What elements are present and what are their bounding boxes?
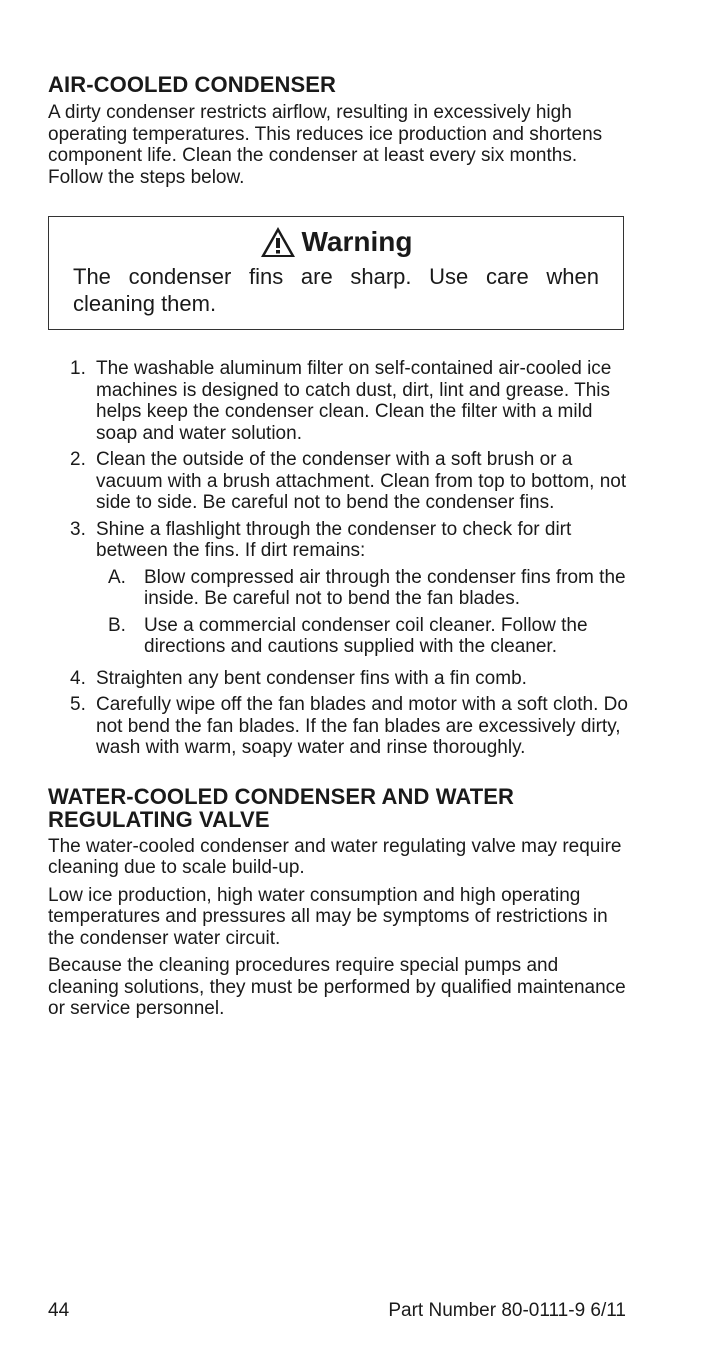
step-text: Straighten any bent condenser fins with a fin comb. (96, 667, 527, 689)
step-number: 3. (70, 518, 86, 540)
step-number: 2. (70, 449, 86, 470)
page-number: 44 (48, 1300, 70, 1321)
substep-text: Use a commercial condenser coil cleaner. Follow the directions and cautions supplied with the cleaner. (144, 614, 588, 657)
list-item (108, 615, 630, 658)
steps-list (70, 358, 630, 759)
list-item (70, 449, 630, 514)
substep-letter: A. (108, 566, 126, 588)
paragraph: Low ice production, high water consumption and high operating temperatures and pressures all may be symptoms of restrictions in the condenser water circuit. (48, 884, 608, 949)
document-page (48, 74, 630, 1026)
warning-title: Warning (301, 226, 413, 257)
page-footer (48, 1300, 626, 1322)
section-intro: A dirty condenser restricts airflow, resulting in excessively high operating temperatures. This reduces ice production and shortens component life. Clean the condenser at least every six months. Follow the steps below. (48, 102, 603, 188)
part-number: Part Number 80-0111-9 6/11 (388, 1300, 626, 1321)
section-heading-water-cooled: WATER-COOLED CONDENSER AND WATER REGULATING VALVE (48, 783, 515, 832)
warning-title-row (73, 225, 599, 259)
list-item (70, 358, 630, 444)
substep-text: Blow compressed air through the condenser fins from the inside. Be careful not to bend the fan blades. (144, 566, 626, 609)
list-item (70, 668, 630, 690)
list-item (108, 567, 630, 610)
step-text: Carefully wipe off the fan blades and motor with a soft cloth. Do not bend the fan blades. If the fan blades are excessively dirty, wash with warm, soapy water and rinse thoroughly. (96, 694, 628, 758)
warning-triangle-icon (260, 226, 296, 258)
paragraph: Because the cleaning procedures require special pumps and cleaning solutions, they must be performed by qualified maintenance or service personnel. (48, 955, 626, 1019)
list-item (70, 519, 630, 663)
substeps-list (108, 567, 630, 658)
step-text: Shine a flashlight through the condenser to check for dirt between the fins. If dirt remains: (96, 518, 572, 561)
step-text: Clean the outside of the condenser with a soft brush or a vacuum with a brush attachment. Clean from top to bottom, not side to side. Be careful not to bend the condenser fins. (96, 449, 627, 513)
warning-text: The condenser fins are sharp. Use care when cleaning them. (73, 264, 599, 316)
step-number: 4. (70, 667, 86, 689)
substep-letter: B. (108, 614, 126, 636)
section-heading-air-cooled: AIR-COOLED CONDENSER (48, 72, 337, 97)
section-water-cooled (48, 785, 630, 1020)
list-item (70, 694, 630, 759)
step-number: 5. (70, 694, 86, 715)
paragraph: The water-cooled condenser and water regulating valve may require cleaning due to scale build-up. (48, 835, 622, 878)
warning-box (48, 216, 624, 330)
step-number: 1. (70, 358, 86, 379)
step-text: The washable aluminum filter on self-contained air-cooled ice machines is designed to catch dust, dirt, lint and grease. This helps keep the condenser clean. Clean the filter with a mild soap and water solution. (96, 358, 612, 444)
